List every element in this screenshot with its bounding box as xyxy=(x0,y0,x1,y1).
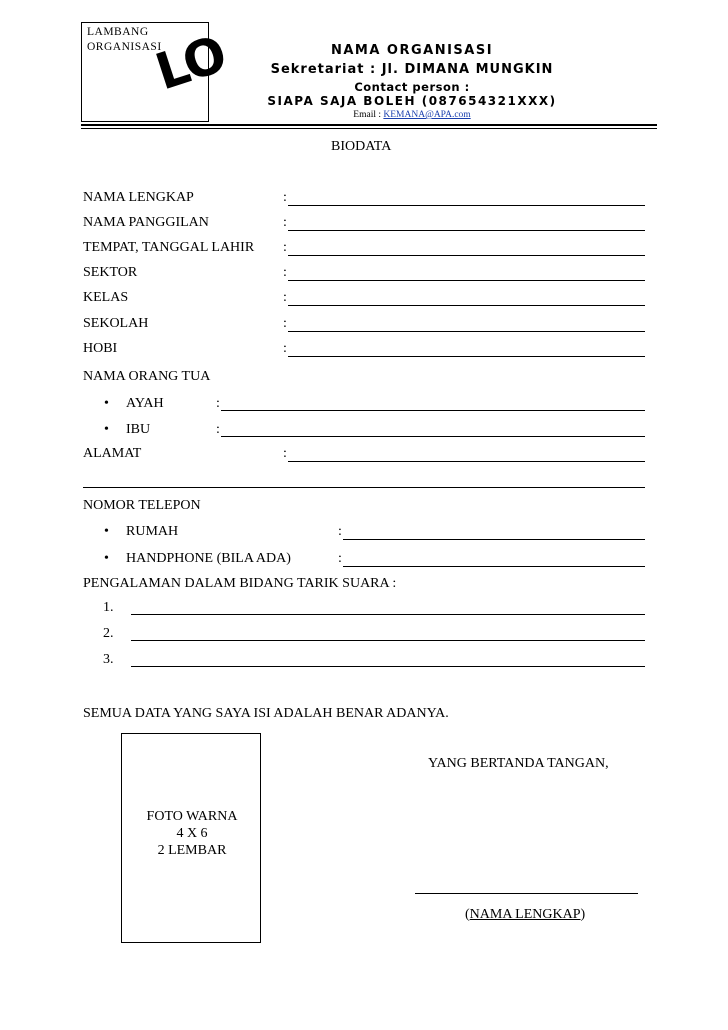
header-rule-thin xyxy=(81,128,657,129)
header-rule-thick xyxy=(81,124,657,126)
bullet: • xyxy=(104,422,109,437)
photo-caption-line3: 2 LEMBAR xyxy=(157,843,227,858)
list-number-2: 2. xyxy=(103,626,114,641)
label-rumah: RUMAH xyxy=(126,524,179,539)
input-pengalaman-3[interactable] xyxy=(131,666,645,667)
label-alamat: ALAMAT xyxy=(83,446,142,461)
secretariat-address: Sekretariat : Jl. DIMANA MUNGKIN xyxy=(270,62,554,77)
label-nama-orang-tua: NAMA ORANG TUA xyxy=(83,369,211,384)
photo-caption-line1: FOTO WARNA xyxy=(146,809,238,824)
input-kelas[interactable] xyxy=(288,305,645,306)
input-pengalaman-1[interactable] xyxy=(131,614,645,615)
list-number-1: 1. xyxy=(103,600,114,615)
colon: : xyxy=(283,446,287,461)
label-sekolah: SEKOLAH xyxy=(83,316,149,331)
list-number-3: 3. xyxy=(103,652,114,667)
label-pengalaman: PENGALAMAN DALAM BIDANG TARIK SUARA : xyxy=(83,576,397,591)
org-name: NAMA ORGANISASI xyxy=(330,43,494,58)
declaration-text: SEMUA DATA YANG SAYA ISI ADALAH BENAR ADANYA. xyxy=(83,706,449,721)
signature-open-paren: ( xyxy=(465,907,470,922)
input-sektor[interactable] xyxy=(288,280,645,281)
signature-close-paren: ) xyxy=(580,907,586,922)
photo-box[interactable] xyxy=(121,733,261,943)
input-pengalaman-2[interactable] xyxy=(131,640,645,641)
colon: : xyxy=(283,240,287,255)
input-rumah[interactable] xyxy=(343,539,645,540)
page-title: BIODATA xyxy=(331,139,392,154)
colon: : xyxy=(283,265,287,280)
email-label: Email : xyxy=(353,110,384,120)
colon: : xyxy=(338,551,342,566)
bullet: • xyxy=(104,396,109,411)
colon: : xyxy=(283,215,287,230)
signature-line[interactable] xyxy=(415,893,638,894)
label-sektor: SEKTOR xyxy=(83,265,138,280)
signature-label: YANG BERTANDA TANGAN, xyxy=(428,756,609,771)
colon: : xyxy=(283,190,287,205)
label-hobi: HOBI xyxy=(83,341,118,356)
input-alamat-line2[interactable] xyxy=(83,487,645,488)
label-ayah: AYAH xyxy=(126,396,164,411)
logo-mark: LO xyxy=(148,24,232,102)
colon: : xyxy=(283,316,287,331)
colon: : xyxy=(283,341,287,356)
signature-name xyxy=(465,907,585,923)
email-link[interactable]: KEMANA@APA.com xyxy=(383,110,471,120)
input-handphone[interactable] xyxy=(343,566,645,567)
photo-caption xyxy=(122,808,262,859)
input-sekolah[interactable] xyxy=(288,331,645,332)
label-kelas: KELAS xyxy=(83,290,129,305)
input-ibu[interactable] xyxy=(221,436,645,437)
colon: : xyxy=(283,290,287,305)
label-handphone: HANDPHONE (BILA ADA) xyxy=(126,551,291,566)
contact-person-value: SIAPA SAJA BOLEH (087654321XXX) xyxy=(267,94,557,108)
input-tempat-tanggal-lahir[interactable] xyxy=(288,255,645,256)
label-nama-lengkap: NAMA LENGKAP xyxy=(83,190,194,205)
logo-caption-line1: LAMBANG xyxy=(87,26,149,38)
input-nama-lengkap[interactable] xyxy=(288,205,645,206)
bullet: • xyxy=(104,524,109,539)
signature-name-text: NAMA LENGKAP xyxy=(469,907,581,922)
contact-person-label: Contact person : xyxy=(354,80,470,94)
label-ibu: IBU xyxy=(126,422,151,437)
input-ayah[interactable] xyxy=(221,410,645,411)
input-alamat[interactable] xyxy=(288,461,645,462)
label-tempat-tanggal-lahir: TEMPAT, TANGGAL LAHIR xyxy=(83,240,255,255)
colon: : xyxy=(338,524,342,539)
label-nama-panggilan: NAMA PANGGILAN xyxy=(83,215,209,230)
photo-caption-line2: 4 X 6 xyxy=(176,826,208,841)
input-nama-panggilan[interactable] xyxy=(288,230,645,231)
input-hobi[interactable] xyxy=(288,356,645,357)
colon: : xyxy=(216,422,220,437)
logo-caption-line2: ORGANISASI xyxy=(87,41,162,53)
colon: : xyxy=(216,396,220,411)
label-nomor-telepon: NOMOR TELEPON xyxy=(83,498,201,513)
email-line xyxy=(262,110,562,120)
bullet: • xyxy=(104,551,109,566)
